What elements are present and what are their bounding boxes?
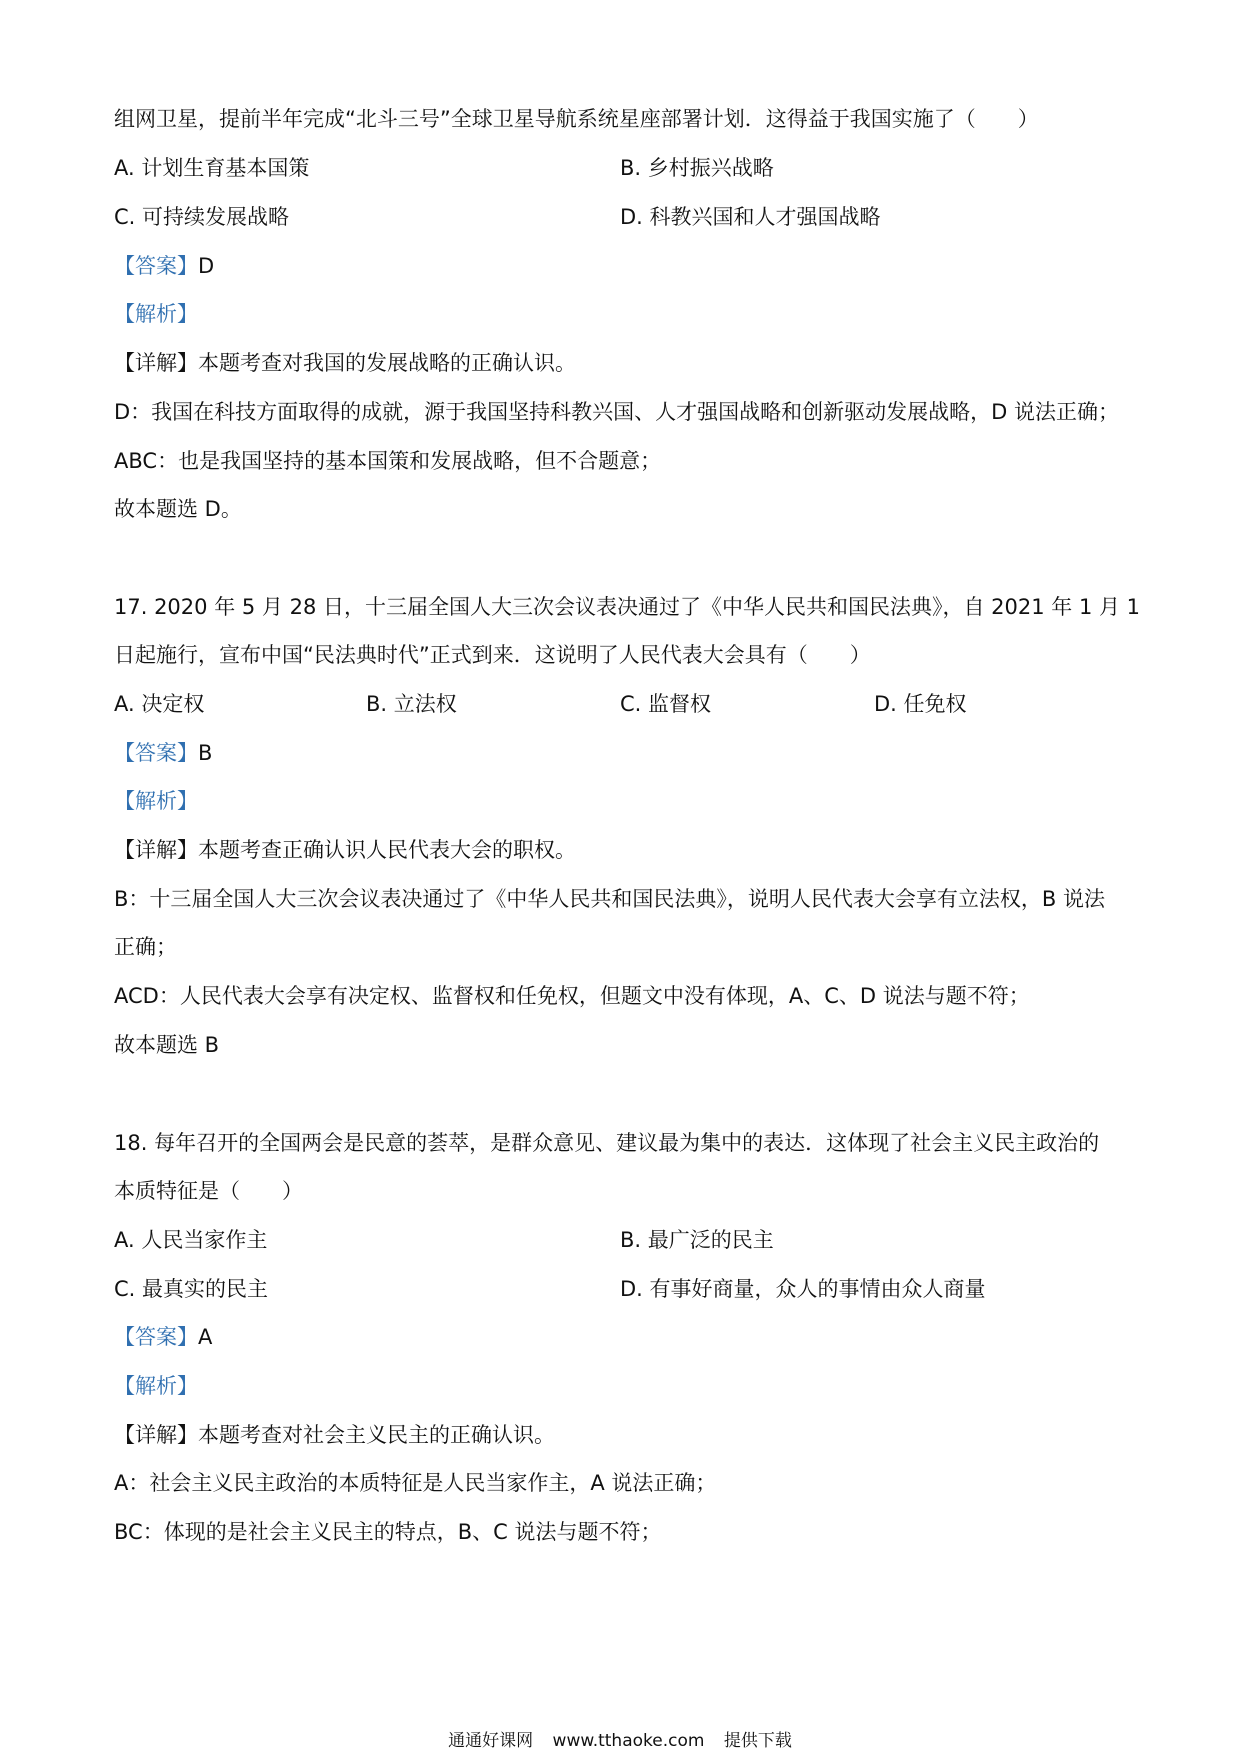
answer-label: 【答案】 [114, 1325, 198, 1349]
answer-value: B [198, 741, 213, 765]
q17-explanation-1-cont: 正确； [114, 935, 177, 959]
page-footer [0, 1730, 1240, 1752]
q16-explanation-2: ABC：也是我国坚持的基本国策和发展战略，但不合题意； [114, 449, 662, 473]
q17-option-c: C. 监督权 [620, 692, 712, 716]
q18-explanation-2: BC：体现的是社会主义民主的特点，B、C 说法与题不符； [114, 1520, 662, 1544]
q18-option-b: B. 最广泛的民主 [620, 1228, 774, 1252]
answer-value: A [198, 1325, 213, 1349]
q16-conclusion: 故本题选 D。 [114, 497, 242, 521]
q16-detail: 【详解】本题考查对我国的发展战略的正确认识。 [114, 351, 576, 375]
q18-option-d: D. 有事好商量，众人的事情由众人商量 [620, 1277, 986, 1301]
q16-analysis-label: 【解析】 [114, 302, 198, 326]
q17-stem-line-1: 17. 2020 年 5 月 28 日，十三届全国人大三次会议表决通过了《中华人民共和国民法典》，自 2021 年 1 月 1 [114, 595, 1141, 619]
q17-conclusion: 故本题选 B [114, 1033, 220, 1057]
q18-answer [114, 1322, 212, 1352]
q18-detail: 【详解】本题考查对社会主义民主的正确认识。 [114, 1423, 555, 1447]
q17-analysis-label: 【解析】 [114, 789, 198, 813]
q18-stem-line-2: 本质特征是（ ） [114, 1179, 303, 1203]
q16-option-a: A. 计划生育基本国策 [114, 156, 310, 180]
footer-provide: 提供下载 [723, 1731, 792, 1751]
q16-stem: 组网卫星，提前半年完成“北斗三号”全球卫星导航系统星座部署计划．这得益于我国实施了（ ） [114, 107, 1039, 131]
footer-site-name: 通通好课网 [448, 1731, 534, 1751]
q17-explanation-2: ACD：人民代表大会享有决定权、监督权和任免权，但题文中没有体现，A、C、D 说法与题不符； [114, 984, 1030, 1008]
q17-option-a: A. 决定权 [114, 692, 205, 716]
q17-answer [114, 738, 212, 768]
q16-option-d: D. 科教兴国和人才强国战略 [620, 205, 881, 229]
q17-explanation-1: B：十三届全国人大三次会议表决通过了《中华人民共和国民法典》，说明人民代表大会享有立法权，B 说法 [114, 887, 1105, 911]
q18-option-c: C. 最真实的民主 [114, 1277, 269, 1301]
q16-option-c: C. 可持续发展战略 [114, 205, 290, 229]
q18-explanation-1: A：社会主义民主政治的本质特征是人民当家作主，A 说法正确； [114, 1471, 717, 1495]
q17-stem-line-2: 日起施行，宣布中国“民法典时代”正式到来．这说明了人民代表大会具有（ ） [114, 643, 871, 667]
q16-explanation-1: D：我国在科技方面取得的成就，源于我国坚持科教兴国、人才强国战略和创新驱动发展战略，D 说法正确； [114, 400, 1120, 424]
q17-detail: 【详解】本题考查正确认识人民代表大会的职权。 [114, 838, 576, 862]
q17-option-b: B. 立法权 [366, 692, 457, 716]
q18-analysis-label: 【解析】 [114, 1374, 198, 1398]
q16-answer [114, 251, 214, 281]
answer-value: D [198, 254, 215, 278]
footer-url[interactable]: www.tthaoke.com [552, 1731, 705, 1751]
answer-label: 【答案】 [114, 741, 198, 765]
q16-option-b: B. 乡村振兴战略 [620, 156, 774, 180]
q18-stem-line-1: 18. 每年召开的全国两会是民意的荟萃，是群众意见、建议最为集中的表达．这体现了社会主义民主政治的 [114, 1131, 1100, 1155]
answer-label: 【答案】 [114, 254, 198, 278]
q17-option-d: D. 任免权 [874, 692, 967, 716]
q18-option-a: A. 人民当家作主 [114, 1228, 268, 1252]
